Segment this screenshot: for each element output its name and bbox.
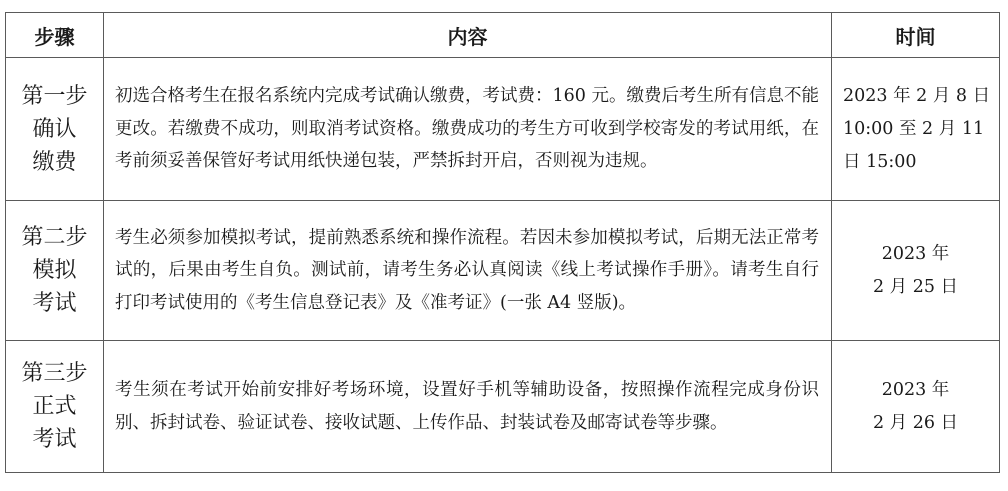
time-text: 2023 年 xyxy=(881,243,950,264)
step-label: 考试 xyxy=(32,291,77,316)
content-cell: 考生必须参加模拟考试，提前熟悉系统和操作流程。若因未参加模拟考试，后期无法正常考试的，后果由考生自负。测试前，请考生务必认真阅读《线上考试操作手册》。请考生自行打印考试使用的《考生信息登记表》及《准考证》(一张 A4 竖版)。 xyxy=(104,201,832,341)
step-label: 确认 xyxy=(32,116,77,142)
step-label: 考试 xyxy=(32,427,77,452)
content-cell: 考生须在考试开始前安排好考场环境，设置好手机等辅助设备，按照操作流程完成身份识别、拆封试卷、验证试卷、接收试题、上传作品、封装试卷及邮寄试卷等步骤。 xyxy=(104,341,832,473)
exam-schedule-table xyxy=(5,12,1000,473)
header-time: 时间 xyxy=(832,13,1000,58)
step-label: 缴费 xyxy=(32,149,77,175)
step-cell xyxy=(6,58,104,201)
step-label: 正式 xyxy=(32,394,77,419)
time-cell xyxy=(832,58,1000,201)
step-label: 第三步 xyxy=(21,361,88,386)
step-label: 模拟 xyxy=(32,258,77,283)
time-text: 2 月 26 日 xyxy=(872,412,959,433)
content-cell: 初选合格考生在报名系统内完成考试确认缴费，考试费：160 元。缴费后考生所有信息不能更改。若缴费不成功，则取消考试资格。缴费成功的考生方可收到学校寄发的考试用纸，在考前须妥善保管好考试用纸快递包装，严禁拆封开启，否则视为违规。 xyxy=(104,58,832,201)
step-cell xyxy=(6,201,104,341)
time-text: 2023 年 2 月 8 日 xyxy=(843,85,991,106)
step-label: 第二步 xyxy=(21,225,88,250)
step-cell xyxy=(6,341,104,473)
time-text: 2023 年 xyxy=(881,379,950,400)
header-step: 步骤 xyxy=(6,13,104,58)
header-content: 内容 xyxy=(104,13,832,58)
table-row xyxy=(6,58,1000,201)
table-row xyxy=(6,341,1000,473)
time-cell xyxy=(832,201,1000,341)
table-header-row xyxy=(6,13,1000,58)
step-label: 第一步 xyxy=(21,83,88,109)
time-text: 10:00 至 2 月 11 xyxy=(843,118,985,139)
time-text: 日 15:00 xyxy=(843,151,917,172)
schedule-table-wrapper xyxy=(5,12,1000,473)
time-cell xyxy=(832,341,1000,473)
table-row xyxy=(6,201,1000,341)
time-text: 2 月 25 日 xyxy=(872,276,959,297)
